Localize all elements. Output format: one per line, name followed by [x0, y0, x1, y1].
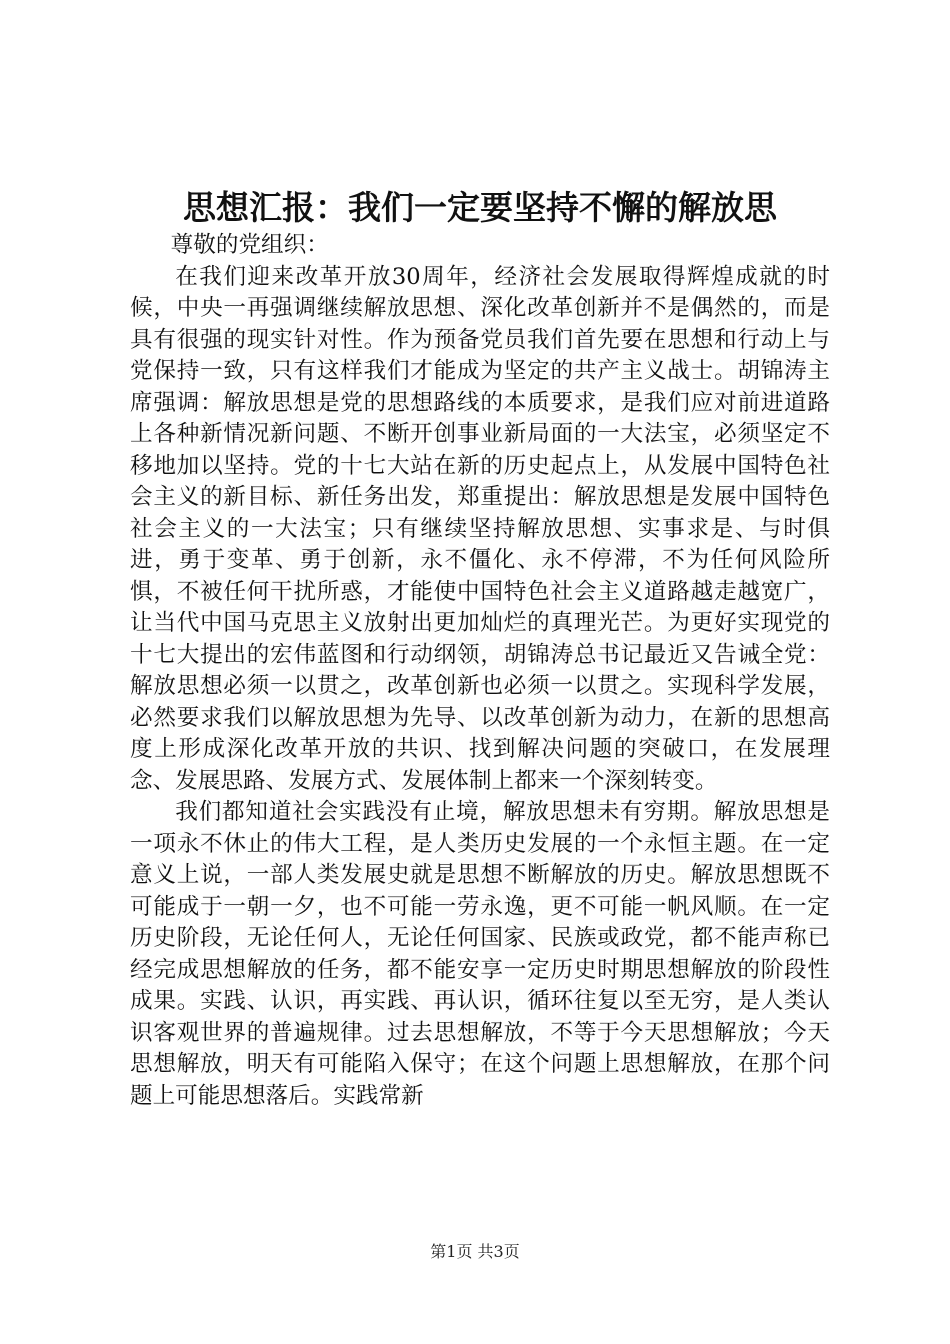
paragraph-2: 我们都知道社会实践没有止境，解放思想未有穷期。解放思想是一项永不休止的伟大工程，是人类历史发展的一个永恒主题。在一定意义上说，一部人类发展史就是思想不断解放的历史。解放思想既不可能成于一朝一夕，也不可能一劳永逸，更不可能一帆风顺。在一定历史阶段，无论任何人，无论任何国家、民族或政党，都不能声称已经完成思想解放的任务，都不能安享一定历史时期思想解放的阶段性成果。实践、认识，再实践、再认识，循环往复以至无穷，是人类认识客观世界的普遍规律。过去思想解放，不等于今天思想解放；今天思想解放，明天有可能陷入保守；在这个问题上思想解放，在那个问题上可能思想落后。实践常新 — [130, 799, 830, 1109]
paragraph-1: 在我们迎来改革开放30周年，经济社会发展取得辉煌成就的时候，中央一再强调继续解放思想、深化改革创新并不是偶然的，而是具有很强的现实针对性。作为预备党员我们首先要在思想和行动上与党保持一致，只有这样我们才能成为坚定的共产主义战士。胡锦涛主席强调：解放思想是党的思想路线的本质要求，是我们应对前进道路上各种新情况新问题、不断开创事业新局面的一大法宝，必须坚定不移地加以坚持。党的十七大站在新的历史起点上，从发展中国特色社会主义的新目标、新任务出发，郑重提出：解放思想是发展中国特色社会主义的一大法宝；只有继续坚持解放思想、实事求是、与时俱进，勇于变革、勇于创新，永不僵化、永不停滞，不为任何风险所惧，不被任何干扰所惑，才能使中国特色社会主义道路越走越宽广，让当代中国马克思主义放射出更加灿烂的真理光芒。为更好实现党的十七大提出的宏伟蓝图和行动纲领，胡锦涛总书记最近又告诫全党：解放思想必须一以贯之，改革创新也必须一以贯之。实现科学发展，必然要求我们以解放思想为先导、以改革创新为动力，在新的思想高度上形成深化改革开放的共识、找到解决问题的突破口，在发展理念、发展思路、发展方式、发展体制上都来一个深刻转变。 — [130, 263, 830, 794]
document-title: 思想汇报：我们一定要坚持不懈的解放思 — [183, 188, 777, 227]
document-body — [130, 230, 830, 1112]
page-footer: 第1页 共3页 — [430, 1242, 520, 1261]
salutation: 尊敬的党组织： — [170, 232, 329, 258]
